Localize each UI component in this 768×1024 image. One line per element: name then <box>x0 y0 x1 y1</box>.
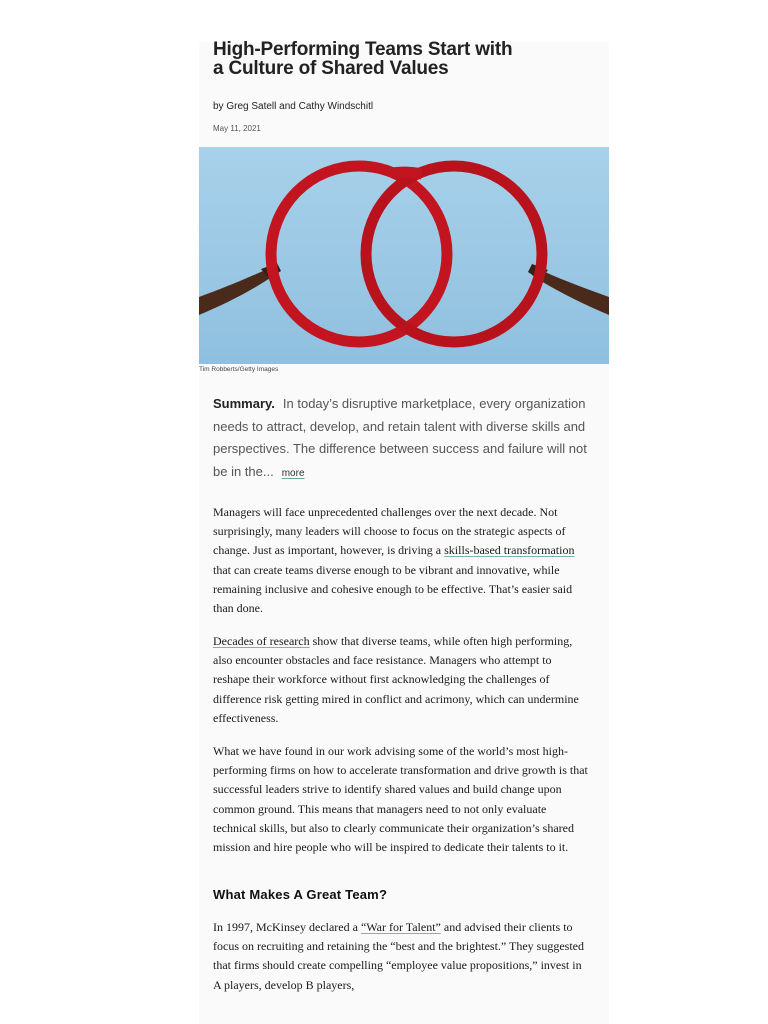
war-for-talent-link[interactable]: “War for Talent” <box>360 920 441 934</box>
hero-image <box>199 147 609 364</box>
paragraph-text: that can create teams diverse enough to be vibrant and innovative, while remaining inclusive and cohesive enough to be effective. That’s easier said than done. <box>213 562 573 616</box>
body-paragraph-1 <box>213 503 591 618</box>
paragraph-text: show that diverse teams, while often high performing, also encounter obstacles and face resistance. Managers who attempt to reshape their workforce without first acknowledging the challenges of difference risk getting mired in conflict and acrimony, which can undermine effectiveness. <box>213 634 579 725</box>
body-paragraph-4 <box>213 918 591 995</box>
decades-of-research-link[interactable]: Decades of research <box>213 634 310 648</box>
image-credit: Tim Robberts/Getty Images <box>199 366 279 373</box>
body-paragraph-2 <box>213 632 591 728</box>
summary-text: In today’s disruptive marketplace, every organization needs to attract, develop, and retain talent with diverse skills and perspectives. The difference between success and failure will not be in the... <box>213 396 587 479</box>
article-title: High-Performing Teams Start with a Culture of Shared Values <box>213 39 513 79</box>
skills-based-transformation-link[interactable]: skills-based transformation <box>444 543 575 558</box>
body-paragraph-3: What we have found in our work advising some of the world’s most high-performing firms on how to accelerate transformation and drive growth is that successful leaders strive to identify shared values and build change upon common ground. This means that managers need to not only evaluate technical skills, but also to clearly communicate their organization’s shared mission and hire people who will be inspired to dedicate their talents to it. <box>213 744 588 855</box>
summary-label: Summary. <box>213 396 275 411</box>
summary <box>213 393 598 485</box>
summary-more-link[interactable]: more <box>281 467 305 479</box>
paragraph-text: Managers will face unprecedented challenges over the next decade. Not surprisingly, many leaders will choose to focus on the strategic aspects of change. Just as important, however, is driving a <box>213 505 566 558</box>
article-date: May 11, 2021 <box>213 124 261 133</box>
section-heading: What Makes A Great Team? <box>213 887 388 902</box>
article-byline: by Greg Satell and Cathy Windschitl <box>213 101 374 112</box>
paragraph-text: and advised their clients to focus on recruiting and retaining the “best and the brightest.” They suggested that firms should create compelling “employee value propositions,” invest in A players, develop B players, <box>213 920 585 992</box>
paragraph-text: In 1997, McKinsey declared a <box>213 920 361 934</box>
